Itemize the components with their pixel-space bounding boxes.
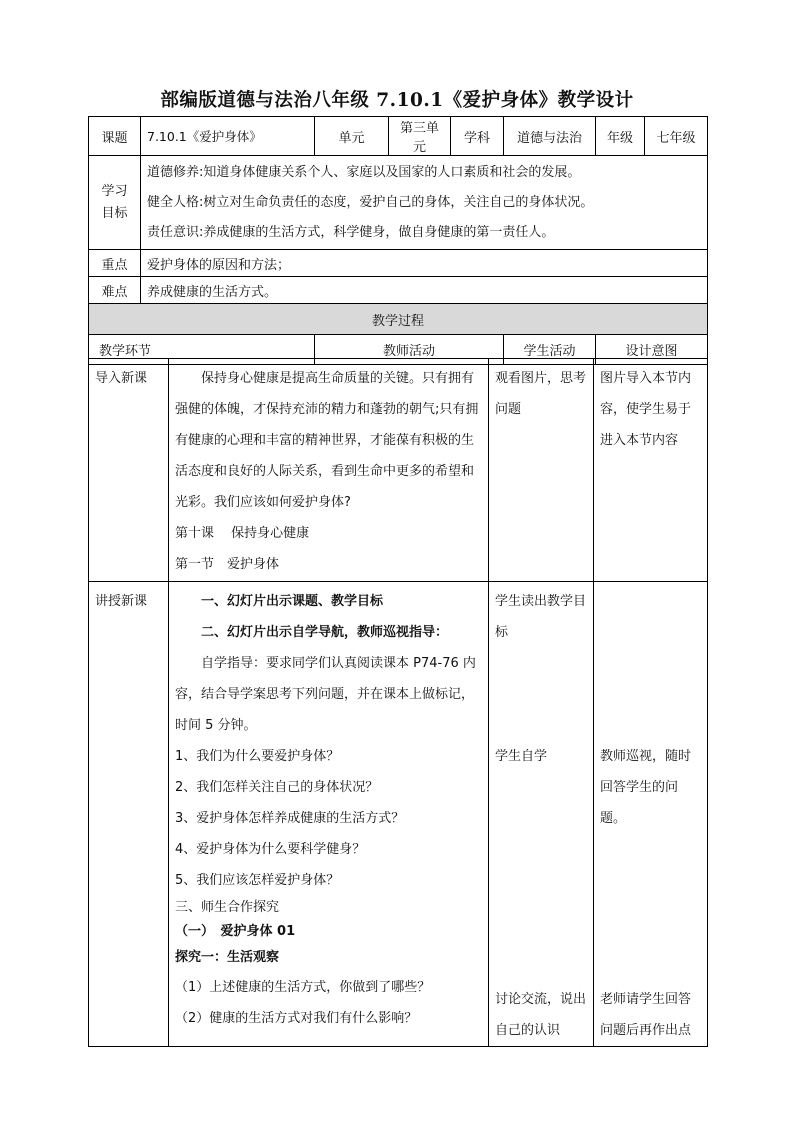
difficulty-value: 养成健康的生活方式。	[141, 277, 708, 304]
intro-stage: 导入新课	[89, 359, 169, 582]
goal-item: 道德修养:知道身体健康关系个人、家庭以及国家的人口素质和社会的发展。	[147, 164, 581, 180]
step-three: 三、师生合作探究	[175, 900, 280, 915]
goals-content	[141, 156, 708, 250]
lesson-section: 第一节 爱护身体	[175, 557, 280, 572]
difficulty-label: 难点	[89, 277, 141, 304]
question-item: 4、爱护身体为什么要科学健身？	[175, 842, 366, 857]
lecture-teacher	[169, 582, 489, 1047]
intro-paragraph: 保持身心健康是提高生命质量的关键。只有拥有强健的体魄，才保持充沛的精力和蓬勃的朝气;只有拥有健康的心理和丰富的精神世界，才能葆有积极的生活态度和良好的人际关系，看到生命中更多的希望和光彩。我们应该如何爱护身体?	[175, 371, 479, 510]
explore-question: （2）健康的生活方式对我们有什么影响？	[175, 1011, 418, 1026]
process-title: 教学过程	[89, 304, 708, 335]
goal-item: 责任意识:养成健康的生活方式，科学健身，做自身健康的第一责任人。	[147, 224, 555, 240]
lesson-plan-table	[88, 116, 708, 365]
col-header-stage: 教学环节	[89, 335, 315, 365]
goal-item: 健全人格:树立对生命负责任的态度，爱护自己的身体，关注自己的身体状况。	[147, 194, 594, 210]
step-one: 一、幻灯片出示课题、教学目标	[201, 594, 384, 609]
col-header-intent: 设计意图	[596, 335, 708, 365]
difficulty-row	[89, 277, 708, 304]
lecture-student	[489, 582, 594, 1047]
question-item: 1、我们为什么要爱护身体？	[175, 749, 340, 764]
explore-question: （1）上述健康的生活方式，你做到了哪些？	[175, 980, 431, 995]
lecture-intent	[594, 582, 708, 1047]
intro-student: 观看图片，思考问题	[489, 359, 594, 582]
grade-label: 年级	[596, 117, 645, 156]
unit-value: 第三单元	[389, 117, 451, 156]
col-header-student: 学生活动	[504, 335, 596, 365]
student-activity: 学生读出教学目标	[495, 594, 587, 640]
col-header-teacher: 教师活动	[315, 335, 504, 365]
grade-value: 七年级	[645, 117, 708, 156]
process-table	[88, 358, 708, 1047]
key-point-row	[89, 250, 708, 277]
spacer	[600, 586, 701, 741]
key-point-label: 重点	[89, 250, 141, 277]
goals-row	[89, 156, 708, 250]
subject-label: 学科	[451, 117, 504, 156]
intro-intent: 图片导入本节内容，使学生易于进入本节内容	[594, 359, 708, 582]
spacer	[495, 648, 587, 741]
lecture-row	[89, 582, 708, 1047]
topic-value: 7.10.1《爱护身体》	[141, 117, 315, 156]
question-item: 5、我们应该怎样爱护身体？	[175, 873, 340, 888]
lecture-stage: 讲授新课	[89, 582, 169, 1047]
goals-label: 学习 目标	[89, 156, 141, 250]
intro-teacher	[169, 359, 489, 582]
lesson-chapter: 第十课 保持身心健康	[175, 526, 310, 541]
key-point-value: 爱护身体的原因和方法；	[141, 250, 708, 277]
unit-label: 单元	[315, 117, 389, 156]
question-item: 3、爱护身体怎样养成健康的生活方式？	[175, 811, 405, 826]
explore-title: 探究一：生活观察	[175, 950, 280, 965]
question-item: 2、我们怎样关注自己的身体状况？	[175, 780, 379, 795]
design-intent: 教师巡视，随时回答学生的问题。	[600, 749, 692, 826]
intro-row	[89, 359, 708, 582]
design-intent: 老师请学生回答问题后再作出点	[600, 992, 692, 1038]
student-activity: 学生自学	[495, 749, 548, 764]
spacer	[495, 772, 587, 984]
step-two: 二、幻灯片出示自学导航，教师巡视指导：	[201, 625, 449, 640]
topic-label: 课题	[89, 117, 141, 156]
page-title: 部编版道德与法治八年级 7.10.1《爱护身体》教学设计	[160, 90, 634, 111]
student-activity: 讨论交流，说出自己的认识	[495, 992, 587, 1038]
info-row	[89, 117, 708, 156]
subject-value: 道德与法治	[504, 117, 596, 156]
process-band	[89, 304, 708, 335]
self-study-guide: 自学指导：要求同学们认真阅读课本 P74-76 内容，结合导学案思考下列问题，并在课本上做标记，时间 5 分钟。	[175, 656, 476, 733]
spacer	[600, 834, 701, 984]
sub-section: （一） 爱护身体 01	[175, 924, 296, 939]
